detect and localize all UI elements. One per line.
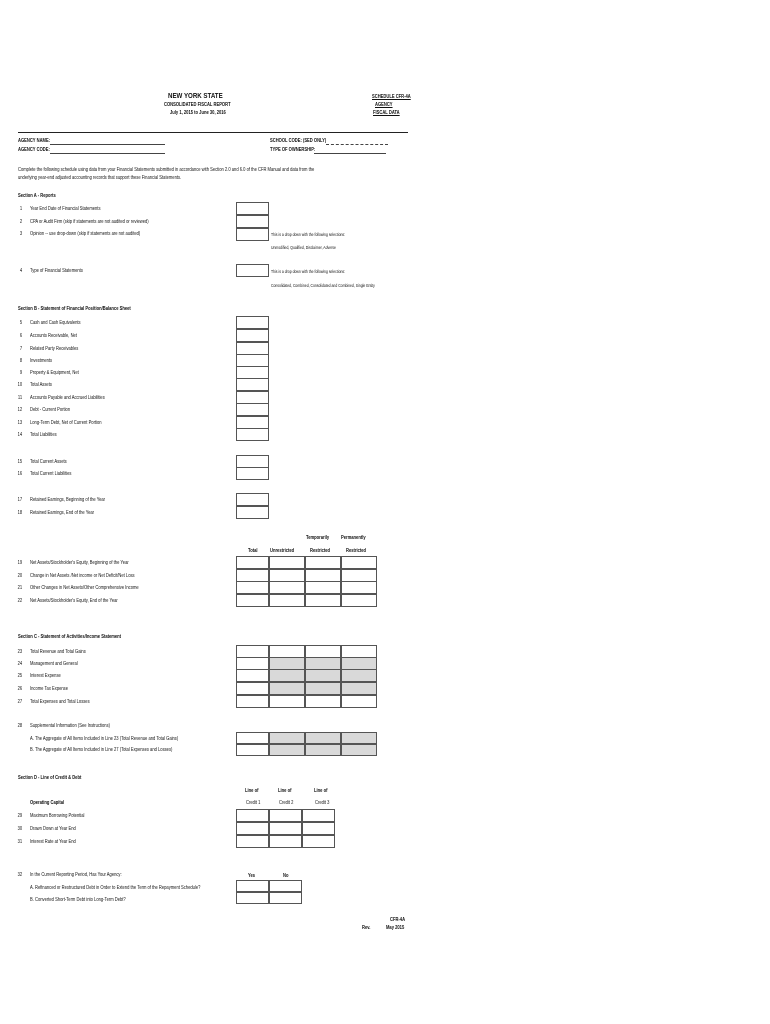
agency-name-field[interactable] xyxy=(50,144,165,145)
net-assets-cell[interactable] xyxy=(269,594,305,607)
row-label: Retained Earnings, End of the Year xyxy=(30,510,95,516)
report-title: CONSOLIDATED FISCAL REPORT xyxy=(164,102,231,108)
col-credit-2: Credit 2 xyxy=(279,800,294,806)
activity-cell xyxy=(305,682,341,695)
row-num: 32 xyxy=(17,872,23,878)
activity-cell[interactable] xyxy=(341,695,377,708)
net-assets-cell[interactable] xyxy=(305,581,341,594)
supplemental-cell xyxy=(305,732,341,744)
col-no: No xyxy=(283,873,289,879)
supplemental-cell[interactable] xyxy=(236,744,269,756)
row-label: Total Assets xyxy=(30,382,52,388)
row-num: 11 xyxy=(17,395,23,401)
col-credit-3: Credit 3 xyxy=(315,800,330,806)
row-num: 12 xyxy=(17,407,23,413)
row-num: 30 xyxy=(17,826,23,832)
year-end-date-input[interactable] xyxy=(236,202,269,215)
col-line-of-2: Line of xyxy=(278,788,292,794)
row-num: 7 xyxy=(19,346,23,352)
section-b-title: Section B - Statement of Financial Position/Balance Sheet xyxy=(18,306,131,312)
report-period: July 1, 2015 to June 30, 2016 xyxy=(170,110,226,116)
row-num: 2 xyxy=(19,219,23,225)
instructions-line-2: underlying year-end adjusted accounting records that support these Financial Statements. xyxy=(18,175,182,181)
row-num: 24 xyxy=(17,661,23,667)
col-total: Total xyxy=(248,548,258,554)
credit-cell[interactable] xyxy=(302,835,335,848)
activity-cell[interactable] xyxy=(236,669,269,682)
row-num: 16 xyxy=(17,471,23,477)
activity-cell xyxy=(341,669,377,682)
form-id: CFR-4A xyxy=(390,917,406,923)
agency-code-field[interactable] xyxy=(50,153,165,154)
dropdown-options: Consolidated, Combined, Consolidated and Combined, Single Entity xyxy=(271,283,375,288)
activity-cell[interactable] xyxy=(236,682,269,695)
agency-label: AGENCY xyxy=(375,102,393,108)
net-assets-cell[interactable] xyxy=(236,581,269,594)
col-restricted-temp: Restricted xyxy=(310,548,331,554)
row-label: Type of Financial Statements xyxy=(30,268,83,274)
net-assets-cell[interactable] xyxy=(269,581,305,594)
col-restricted-perm: Restricted xyxy=(346,548,367,554)
row-label: Accounts Payable and Accrued Liabilities xyxy=(30,395,105,401)
net-assets-cell[interactable] xyxy=(341,594,377,607)
row-num: 26 xyxy=(17,686,23,692)
credit-cell[interactable] xyxy=(269,809,302,822)
amount-input[interactable] xyxy=(236,493,269,506)
row-num: 15 xyxy=(17,459,23,465)
credit-cell[interactable] xyxy=(302,809,335,822)
school-code-label: SCHOOL CODE: (SED ONLY) xyxy=(270,138,327,144)
row-num: 6 xyxy=(19,333,23,339)
row-label: Total Revenue and Total Gains xyxy=(30,649,86,655)
row-label: Net Assets/Stockholder's Equity, End of the Year xyxy=(30,598,118,604)
supp-a-label: A. The Aggregate of All Items Included in Line 23 (Total Revenue and Total Gains) xyxy=(30,736,179,742)
supplemental-cell xyxy=(269,732,305,744)
supplemental-cell xyxy=(341,732,377,744)
row-num: 5 xyxy=(19,320,23,326)
net-assets-cell[interactable] xyxy=(341,581,377,594)
row-label: Property & Equipment, Net xyxy=(30,370,79,376)
amount-input[interactable] xyxy=(236,428,269,441)
q32b-no-box[interactable] xyxy=(269,892,302,904)
row-label: Total Current Liabilities xyxy=(30,471,72,477)
schedule-label: SCHEDULE CFR-4A xyxy=(372,94,411,100)
q32a-no-box[interactable] xyxy=(269,880,302,892)
row-label: Other Changes in Net Assets/Other Comprehensive Income xyxy=(30,585,139,591)
amount-input[interactable] xyxy=(236,378,269,391)
row-label: Drawn Down at Year End xyxy=(30,826,76,832)
agency-name-label: AGENCY NAME: xyxy=(18,138,51,144)
header-divider xyxy=(18,132,408,133)
cpa-firm-input[interactable] xyxy=(236,215,269,228)
row-num: 25 xyxy=(17,673,23,679)
net-assets-cell[interactable] xyxy=(305,594,341,607)
row-num: 17 xyxy=(17,497,23,503)
activity-cell xyxy=(269,682,305,695)
row-num: 20 xyxy=(17,573,23,579)
row-num: 3 xyxy=(19,231,23,237)
row-label: Debt - Current Portion xyxy=(30,407,71,413)
row-label: Income Tax Expense xyxy=(30,686,68,692)
school-code-field[interactable] xyxy=(326,144,388,145)
row-num: 27 xyxy=(17,699,23,705)
credit-cell[interactable] xyxy=(236,822,269,835)
credit-cell[interactable] xyxy=(236,809,269,822)
section-d-title: Section D - Line of Credit & Debt xyxy=(18,775,82,781)
col-permanently: Permanently xyxy=(341,535,366,541)
row-num: 1 xyxy=(19,206,23,212)
row-num: 19 xyxy=(17,560,23,566)
col-temporarily: Temporarily xyxy=(306,535,330,541)
net-assets-cell[interactable] xyxy=(269,556,305,569)
row-num: 31 xyxy=(17,839,23,845)
q32b-label: B. Converted Short-Term Debt into Long-Term Debt? xyxy=(30,897,126,903)
row-num: 9 xyxy=(19,370,23,376)
credit-cell[interactable] xyxy=(269,835,302,848)
row-label: Long-Term Debt, Net of Current Portion xyxy=(30,420,102,426)
q32b-yes-box[interactable] xyxy=(236,892,269,904)
row-label: Total Current Assets xyxy=(30,459,67,465)
dropdown-note: This is a drop down with the following selections: xyxy=(271,232,346,237)
net-assets-cell[interactable] xyxy=(341,556,377,569)
section-a-title: Section A - Reports xyxy=(18,193,56,199)
row-num: 29 xyxy=(17,813,23,819)
rev-date: May 2015 xyxy=(386,925,405,931)
activity-cell xyxy=(305,669,341,682)
row-num: 18 xyxy=(17,510,23,516)
row-label: Year End Date of Financial Statements xyxy=(30,206,101,212)
row-label: Supplemental Information (See Instructions) xyxy=(30,723,111,729)
row-label: Total Expenses and Total Losses xyxy=(30,699,90,705)
fiscal-data-label: FISCAL DATA xyxy=(373,110,400,116)
row-label: Retained Earnings, Beginning of the Year xyxy=(30,497,106,503)
supplemental-cell[interactable] xyxy=(236,732,269,744)
row-label: Total Liabilities xyxy=(30,432,57,438)
row-label: Interest Rate at Year End xyxy=(30,839,76,845)
amount-input[interactable] xyxy=(236,329,269,342)
net-assets-cell[interactable] xyxy=(236,556,269,569)
ownership-label: TYPE OF OWNERSHIP: xyxy=(270,147,316,153)
row-num: 22 xyxy=(17,598,23,604)
q32a-label: A. Refinanced or Restructured Debt in Order to Extend the Term of the Repayment Schedule? xyxy=(30,885,201,891)
credit-cell[interactable] xyxy=(269,822,302,835)
col-credit-1: Credit 1 xyxy=(246,800,261,806)
credit-cell[interactable] xyxy=(236,835,269,848)
supplemental-cell xyxy=(305,744,341,756)
row-label: Cash and Cash Equivalents xyxy=(30,320,81,326)
supp-b-label: B. The Aggregate of All Items Included in Line 27 (Total Expenses and Losses) xyxy=(30,747,173,753)
credit-cell[interactable] xyxy=(302,822,335,835)
row-num: 8 xyxy=(19,358,23,364)
section-c-title: Section C - Statement of Activities/Income Statement xyxy=(18,634,122,640)
row-num: 28 xyxy=(17,723,23,729)
row-label: Management and General xyxy=(30,661,78,667)
amount-input[interactable] xyxy=(236,467,269,480)
amount-input[interactable] xyxy=(236,403,269,416)
col-line-of-3: Line of xyxy=(314,788,328,794)
row-num: 10 xyxy=(17,382,23,388)
amount-input[interactable] xyxy=(236,506,269,519)
activity-cell[interactable] xyxy=(305,695,341,708)
row-label: Opinion -- use drop-down (skip if statements are not audited) xyxy=(30,231,141,237)
row-label: In the Current Reporting Period, Has Your Agency: xyxy=(30,872,122,878)
dropdown-options: Unmodified, Qualified, Disclaimer, Adverse xyxy=(271,245,336,250)
activity-cell[interactable] xyxy=(269,695,305,708)
row-num: 21 xyxy=(17,585,23,591)
state-title: NEW YORK STATE xyxy=(168,91,223,100)
dropdown-note: This is a drop down with the following selections: xyxy=(271,269,346,274)
row-label: Investments xyxy=(30,358,53,364)
activity-cell[interactable] xyxy=(236,695,269,708)
amount-input[interactable] xyxy=(236,316,269,329)
opinion-dropdown[interactable] xyxy=(236,228,269,241)
row-label: Net Assets/Stockholder's Equity, Beginning of the Year xyxy=(30,560,129,566)
operating-capital-label: Operating Capital xyxy=(30,800,65,806)
row-num: 4 xyxy=(19,268,23,274)
col-line-of-1: Line of xyxy=(245,788,259,794)
row-label: Accounts Receivable, Net xyxy=(30,333,77,339)
row-label: Interest Expense xyxy=(30,673,61,679)
col-unrestricted: Unrestricted xyxy=(270,548,295,554)
activity-cell xyxy=(341,682,377,695)
row-label: Maximum Borrowing Potential xyxy=(30,813,85,819)
instructions-line-1: Complete the following schedule using data from your Financial Statements submitted in accordance with Section 2.0 and 6.0 of the CFR Manual and data from the xyxy=(18,167,315,173)
rev-label: Rev. xyxy=(362,925,371,931)
row-num: 13 xyxy=(17,420,23,426)
statement-type-dropdown[interactable] xyxy=(236,264,269,277)
row-num: 23 xyxy=(17,649,23,655)
supplemental-cell xyxy=(341,744,377,756)
net-assets-cell[interactable] xyxy=(305,556,341,569)
col-yes: Yes xyxy=(248,873,256,879)
row-label: CPA or Audit Firm (skip if statements are not audited or reviewed) xyxy=(30,219,149,225)
row-num: 14 xyxy=(17,432,23,438)
row-label: Change in Net Assets /Net income or Net Deficit/Net Loss xyxy=(30,573,135,579)
net-assets-cell[interactable] xyxy=(236,594,269,607)
q32a-yes-box[interactable] xyxy=(236,880,269,892)
agency-code-label: AGENCY CODE: xyxy=(18,147,50,153)
supplemental-cell xyxy=(269,744,305,756)
activity-cell xyxy=(269,669,305,682)
ownership-field[interactable] xyxy=(314,153,386,154)
row-label: Related Party Receivables xyxy=(30,346,79,352)
